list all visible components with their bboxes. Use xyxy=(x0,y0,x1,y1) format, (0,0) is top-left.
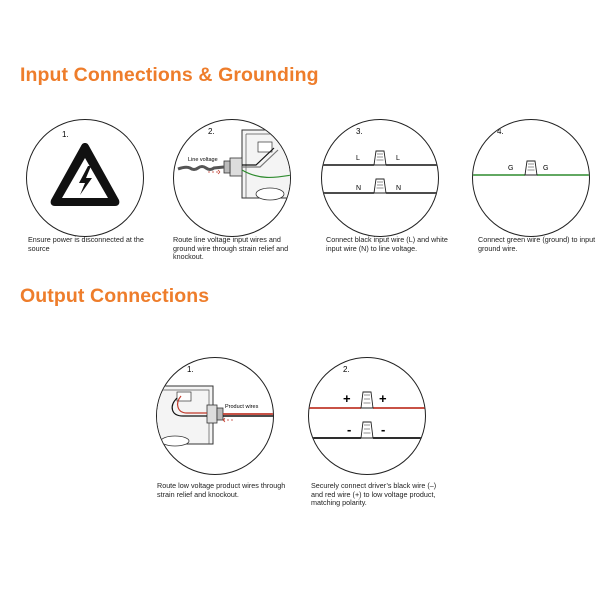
wire-nut-icon xyxy=(525,161,537,175)
neutral-label-left: N xyxy=(356,185,362,192)
input-step-1-diagram xyxy=(27,120,143,236)
wire-nut-icon xyxy=(361,422,373,438)
input-step-4-diagram xyxy=(473,120,589,236)
input-step-3-number: 3. xyxy=(356,127,363,136)
high-voltage-warning-icon xyxy=(51,143,120,206)
output-step-2-number: 2. xyxy=(343,365,350,374)
input-step-4-circle xyxy=(472,119,590,237)
product-wires-label: Product wires xyxy=(225,404,259,410)
input-step-4-number: 4. xyxy=(497,127,504,136)
line-voltage-label: Line voltage xyxy=(188,157,218,163)
input-section-title: Input Connections & Grounding xyxy=(20,64,319,86)
strain-relief-icon xyxy=(224,158,242,176)
wire-nut-icon xyxy=(374,179,386,193)
input-step-1-number: 1. xyxy=(62,130,69,139)
input-step-2-circle xyxy=(173,119,291,237)
input-step-2-diagram xyxy=(174,120,290,236)
line-label-left: L xyxy=(356,155,360,162)
input-step-1-caption: Ensure power is disconnected at the source xyxy=(28,235,144,253)
output-step-2-caption: Securely connect driver’s black wire (–) and red wire (+) to low voltage product, matching polarity. xyxy=(311,481,437,508)
output-section-title: Output Connections xyxy=(20,285,210,307)
negative-label-right: - xyxy=(381,422,386,437)
line-label-right: L xyxy=(396,155,400,162)
output-step-2-circle xyxy=(308,357,426,475)
output-step-2-diagram xyxy=(309,358,425,474)
input-step-3-diagram xyxy=(322,120,438,236)
ground-label-left: G xyxy=(508,165,514,172)
ground-label-right: G xyxy=(543,165,549,172)
input-step-1-circle xyxy=(26,119,144,237)
input-step-2-number: 2. xyxy=(208,127,215,136)
input-step-4-caption: Connect green wire (ground) to input ground wire. xyxy=(478,235,596,253)
positive-label-left: + xyxy=(343,391,351,406)
wire-nut-icon xyxy=(374,151,386,165)
output-step-1-circle xyxy=(156,357,274,475)
output-step-1-number: 1. xyxy=(187,365,194,374)
input-step-3-caption: Connect black input wire (L) and white input wire (N) to line voltage. xyxy=(326,235,448,253)
neutral-label-right: N xyxy=(396,185,402,192)
strain-relief-icon xyxy=(207,405,223,423)
negative-label-left: - xyxy=(347,422,352,437)
input-step-3-circle xyxy=(321,119,439,237)
input-step-2-caption: Route line voltage input wires and ground wire through strain relief and knockout. xyxy=(173,235,289,262)
output-step-1-caption: Route low voltage product wires through strain relief and knockout. xyxy=(157,481,286,499)
wire-nut-icon xyxy=(361,392,373,408)
positive-label-right: + xyxy=(379,391,387,406)
output-step-1-diagram xyxy=(157,358,273,474)
